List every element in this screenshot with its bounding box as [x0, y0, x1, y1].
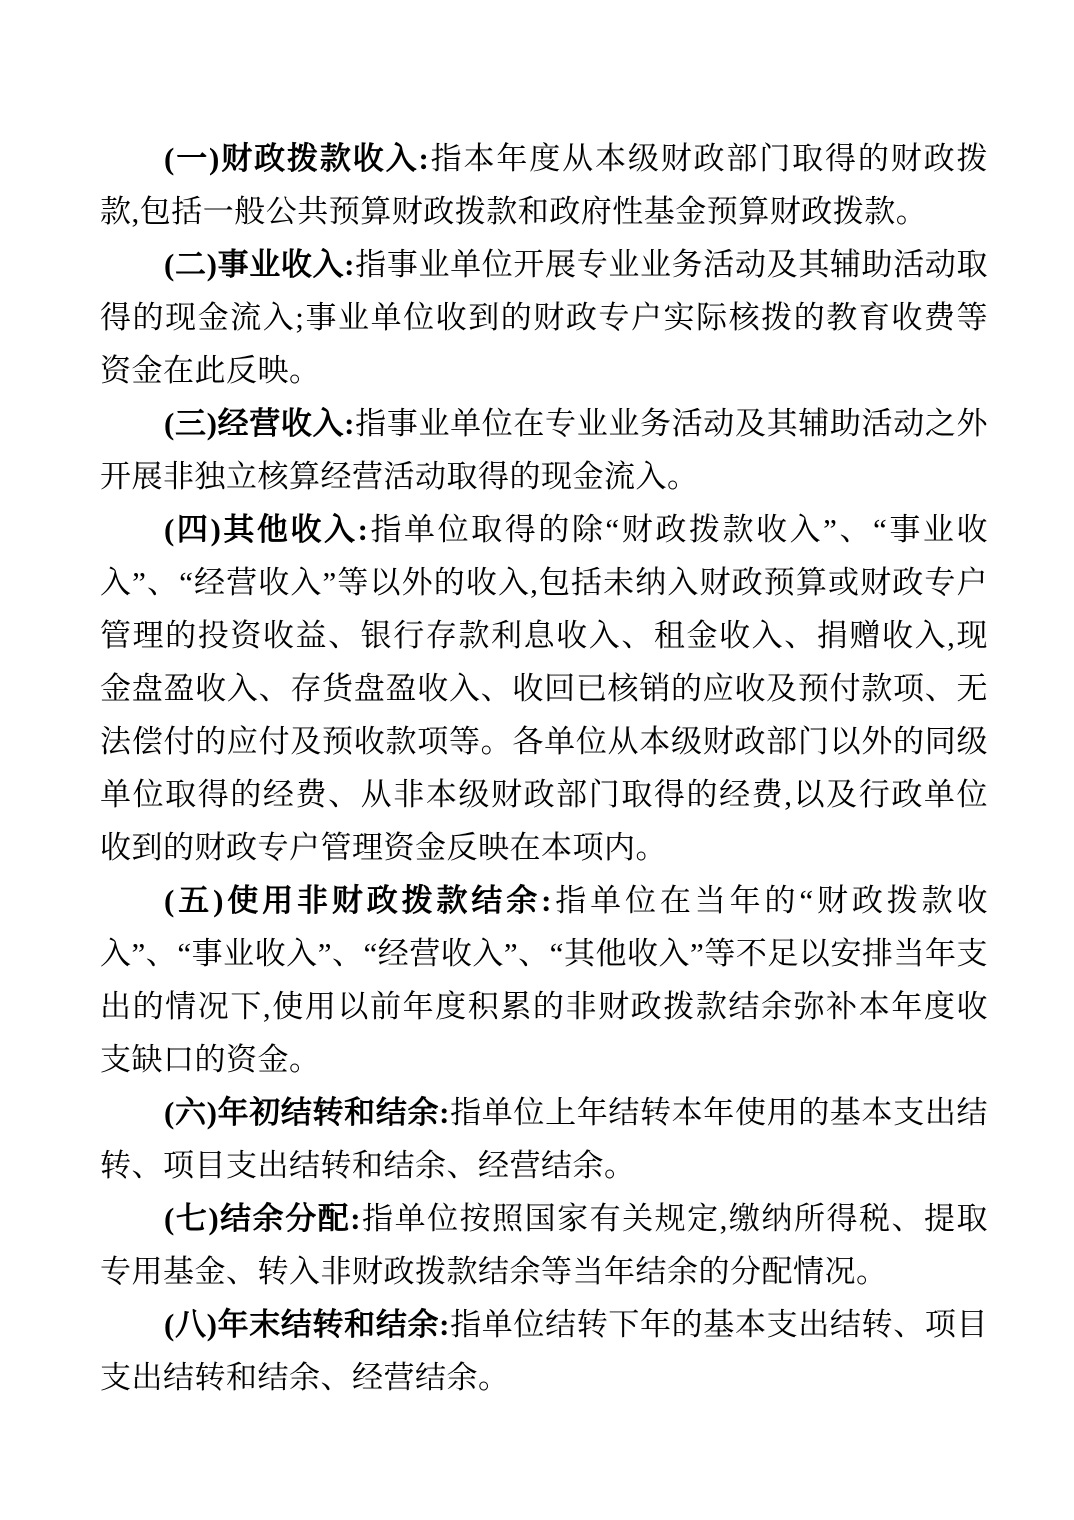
definition-paragraph: [100, 503, 988, 874]
definition-paragraph: [100, 132, 988, 238]
term-label: (四)其他收入:: [164, 512, 369, 547]
term-label: (一)财政拨款收入:: [164, 141, 430, 176]
term-definition: 指单位结转下年的基本支出结转、项目支出结转和结余、经营结余。: [100, 1307, 988, 1395]
term-label: (五)使用非财政拨款结余:: [164, 883, 552, 918]
term-definition: 指单位按照国家有关规定,缴纳所得税、提取专用基金、转入非财政拨款结余等当年结余的分配情况。: [100, 1201, 988, 1289]
term-label: (八)年末结转和结余:: [164, 1307, 450, 1342]
term-definition: 指本年度从本级财政部门取得的财政拨款,包括一般公共预算财政拨款和政府性基金预算财政拨款。: [100, 141, 988, 229]
term-definition: 指事业单位在专业业务活动及其辅助活动之外开展非独立核算经营活动取得的现金流入。: [100, 406, 988, 494]
term-label: (七)结余分配:: [164, 1201, 362, 1236]
term-label: (三)经营收入:: [164, 406, 356, 441]
definition-paragraph: [100, 238, 988, 397]
term-definition: 指单位上年结转本年使用的基本支出结转、项目支出结转和结余、经营结余。: [100, 1095, 988, 1183]
definition-paragraph: [100, 874, 988, 1086]
term-definition: 指单位取得的除“财政拨款收入”、“事业收入”、“经营收入”等以外的收入,包括未纳入财政预算或财政专户管理的投资收益、银行存款利息收入、租金收入、捐赠收入,现金盘盈收入、存货盘盈收入、收回已核销的应收及预付款项、无法偿付的应付及预收款项等。各单位从本级财政部门以外的同级单位取得的经费、从非本级财政部门取得的经费,以及行政单位收到的财政专户管理资金反映在本项内。: [100, 512, 988, 865]
definition-paragraph: [100, 1192, 988, 1298]
definition-paragraph: [100, 397, 988, 503]
term-label: (二)事业收入:: [164, 247, 356, 282]
definition-paragraph: [100, 1086, 988, 1192]
term-label: (六)年初结转和结余:: [164, 1095, 450, 1130]
term-definition: 指事业单位开展专业业务活动及其辅助活动取得的现金流入;事业单位收到的财政专户实际核拨的教育收费等资金在此反映。: [100, 247, 988, 388]
definition-paragraph: [100, 1298, 988, 1404]
document-body: [100, 132, 988, 1404]
term-definition: 指单位在当年的“财政拨款收入”、“事业收入”、“经营收入”、“其他收入”等不足以安排当年支出的情况下,使用以前年度积累的非财政拨款结余弥补本年度收支缺口的资金。: [100, 883, 988, 1077]
